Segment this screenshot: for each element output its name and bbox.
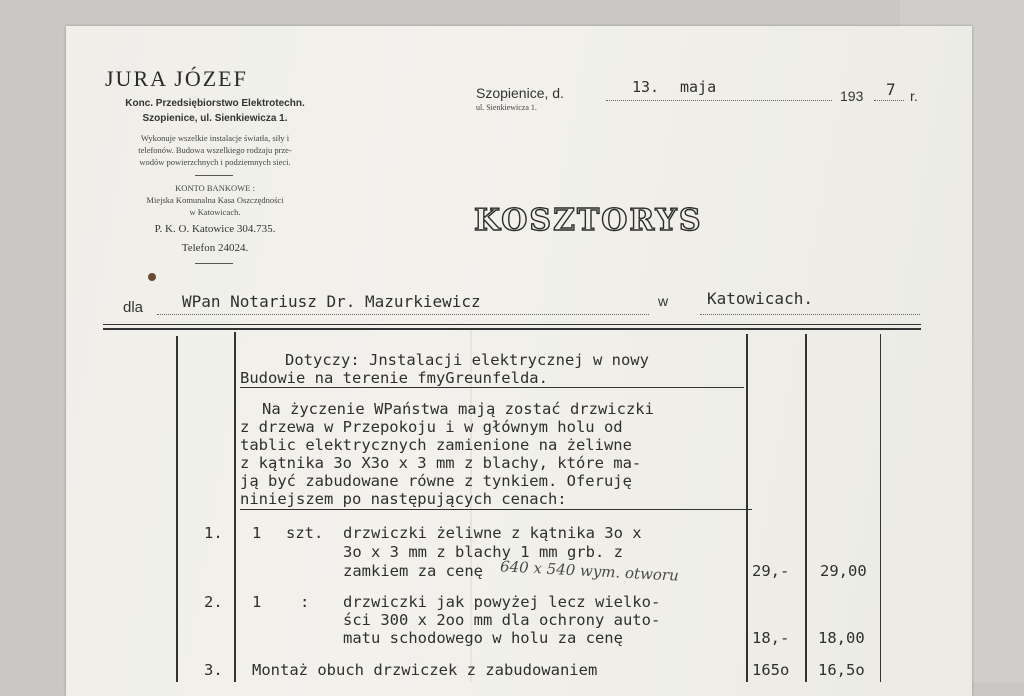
w-label: w xyxy=(658,293,669,309)
ink-stain xyxy=(148,273,156,281)
date-day: 13. xyxy=(632,78,660,96)
table-col-line xyxy=(805,334,807,682)
intro-line-4: z kątnika 3o X3o x 3 mm z blachy, które ma- xyxy=(240,454,642,472)
item-2-line-2: ści 300 x 2oo mm dla ochrony auto- xyxy=(343,611,661,629)
date-dotted-line xyxy=(606,100,832,101)
item-1-handwritten-note: 640 x 540 wym. otworu xyxy=(499,557,680,585)
table-col-line xyxy=(234,332,236,682)
item-2-unit: : xyxy=(300,593,310,611)
intro-line-6: niniejszem po następujących cenach: xyxy=(240,490,567,508)
table-top-rule xyxy=(103,324,921,325)
item-1-line-1: drzwiczki żeliwne z kątnika 3o x xyxy=(343,524,642,542)
year-suffix: r. xyxy=(910,88,918,104)
intro-line-3: tablic elektrycznych zamienione na żeliwne xyxy=(240,436,632,454)
bank-line-1: Miejska Komunalna Kasa Oszczędności xyxy=(146,195,284,205)
item-3-total: 16,5o xyxy=(818,661,865,679)
year-dotted-line xyxy=(874,100,904,101)
phone-number: Telefon 24024. xyxy=(181,242,249,254)
bank-line-2: w Katowicach. xyxy=(189,207,241,217)
item-1-total: 29,00 xyxy=(820,562,867,580)
table-col-line xyxy=(176,336,178,682)
subject-underline xyxy=(240,387,744,388)
item-1-line-2: 3o x 3 mm z blachy 1 mm grb. z xyxy=(343,543,623,561)
table-col-line xyxy=(746,334,748,682)
city-dotted-line xyxy=(700,314,920,315)
year-prefix: 193 xyxy=(840,88,864,104)
item-3-line-1: Montaż obuch drzwiczek z zabudowaniem xyxy=(252,661,598,679)
services-line-2: telefonów. Budowa wszelkiego rodzaju prze- xyxy=(138,145,292,155)
item-2-number: 2. xyxy=(204,593,223,611)
item-2-unit-price: 18,- xyxy=(752,629,790,647)
place-label: Szopienice, d. xyxy=(476,85,564,101)
divider xyxy=(195,175,233,176)
item-2-line-3: matu schodowego w holu za cenę xyxy=(343,629,623,647)
dla-label: dla xyxy=(123,299,144,316)
table-col-line xyxy=(880,334,881,682)
item-1-number: 1. xyxy=(204,524,223,542)
item-1-unit-price: 29,- xyxy=(752,562,790,580)
item-1-unit: szt. xyxy=(286,524,324,542)
year-digit: 7 xyxy=(886,80,896,99)
item-2-line-1: drzwiczki jak powyżej lecz wielko- xyxy=(343,593,661,611)
pko-account: P. K. O. Katowice 304.735. xyxy=(154,223,276,235)
item-3-number: 3. xyxy=(204,661,223,679)
table-top-rule-thick xyxy=(103,328,921,330)
intro-line-1: Na życzenie WPaństwa mają zostać drzwiczki xyxy=(262,400,654,418)
recipient-name: WPan Notariusz Dr. Mazurkiewicz xyxy=(182,292,481,311)
intro-underline xyxy=(240,509,752,510)
company-type: Konc. Przedsiębiorstwo Elektrotechn. xyxy=(125,98,305,109)
item-3-unit-price: 165o xyxy=(752,661,790,679)
subject-line-1: Dotyczy: Jnstalacji elektrycznej w nowy xyxy=(285,351,649,369)
recipient-city: Katowicach. xyxy=(707,289,813,308)
subject-line-2: Budowie na terenie fmyGreunfelda. xyxy=(240,369,548,387)
services-line-1: Wykonuje wszelkie instalacje światła, siły i xyxy=(140,133,290,143)
bank-title: KONTO BANKOWE : xyxy=(175,183,255,193)
date-month: maja xyxy=(680,78,717,96)
divider xyxy=(195,263,233,264)
intro-line-5: ją być zabudowane równe z tynkiem. Oferuję xyxy=(240,472,632,490)
item-2-qty: 1 xyxy=(252,593,262,611)
document-title: KOSZTORYS xyxy=(474,203,703,238)
item-1-qty: 1 xyxy=(252,524,262,542)
company-name: JURA JÓZEF xyxy=(105,66,248,91)
item-2-total: 18,00 xyxy=(818,629,865,647)
intro-line-2: z drzewa w Przepokoju i w głównym holu od xyxy=(240,418,623,436)
recipient-dotted-line xyxy=(157,314,649,315)
item-1-line-3: zamkiem za cenę xyxy=(343,562,483,580)
services-line-3: wodów powierzchnych i podziemnych sieci. xyxy=(139,157,291,167)
company-address: Szopienice, ul. Sienkiewicza 1. xyxy=(142,113,288,124)
address-right: ul. Sienkiewicza 1. xyxy=(476,103,537,112)
